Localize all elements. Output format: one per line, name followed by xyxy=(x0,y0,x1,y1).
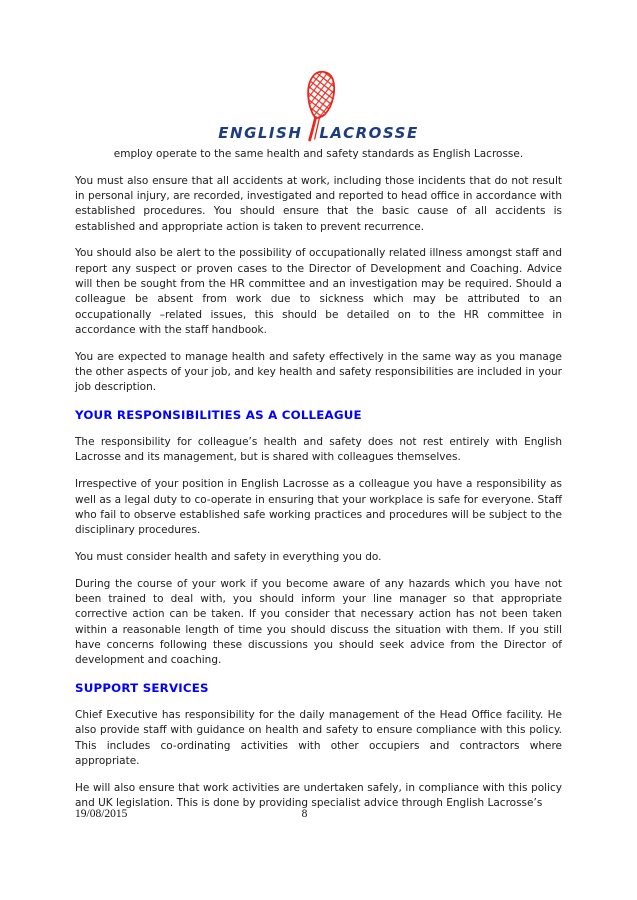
body-paragraph: You should also be alert to the possibility of occupationally related illness amongst staff and report any suspect or proven cases to the Director of Development and Coaching. Advice will then be sought from the HR committee and an investigation may be required. Should a colleague be absent from work due to sickness which may be attributed to an occupationally –related issues, this should be detailed on to the HR committee in accordance with the staff handbook. xyxy=(75,247,562,336)
footer-page-number: 8 xyxy=(301,808,308,820)
body-paragraph: The responsibility for colleague’s health and safety does not rest entirely with English Lacrosse and its management, but is shared with colleagues themselves. xyxy=(75,436,562,464)
continuation-line: employ operate to the same health and safety standards as English Lacrosse. xyxy=(113,148,524,160)
section-heading-responsibilities: YOUR RESPONSIBILITIES AS A COLLEAGUE xyxy=(75,408,362,423)
section-heading-support-services: SUPPORT SERVICES xyxy=(75,681,209,696)
logo-word-lacrosse: LACROSSE xyxy=(319,124,419,142)
english-lacrosse-logo xyxy=(194,70,444,142)
body-paragraph: He will also ensure that work activities are undertaken safely, in compliance with this policy and UK legislation. This is done by providing specialist advice through English Lacrosse’s xyxy=(75,781,562,809)
body-paragraph: During the course of your work if you become aware of any hazards which you have not been trained to deal with, you should inform your line manager so that appropriate corrective action can be taken. If you consider that necessary action has not been taken within a reasonable length of time you should discuss the situation with them. If you still have concerns following these discussions you should seek advice from the Director of development and coaching. xyxy=(75,577,562,667)
body-paragraph: You must consider health and safety in everything you do. xyxy=(75,550,382,563)
logo-word-english: ENGLISH xyxy=(218,124,303,142)
body-paragraph: You are expected to manage health and safety effectively in the same way as you manage the other aspects of your job, and key health and safety responsibilities are included in your job description. xyxy=(75,350,562,394)
body-paragraph: Irrespective of your position in English Lacrosse as a colleague you have a responsibility as well as a legal duty to co-operate in ensuring that your workplace is safe for everyone. Staff who fail to observe established safe working practices and procedures will be subject to the disciplinary procedures. xyxy=(75,478,562,537)
body-paragraph: Chief Executive has responsibility for the daily management of the Head Office facility. He also provide staff with guidance on health and safety to ensure compliance with this policy. This includes co-ordinating activities with other occupiers and contractors where appropriate. xyxy=(75,709,562,767)
page-footer xyxy=(75,808,562,826)
body-paragraph: You must also ensure that all accidents at work, including those incidents that do not result in personal injury, are recorded, investigated and reported to head office in accordance with established procedures. You should ensure that the basic cause of all accidents is established and appropriate action is taken to prevent recurrence. xyxy=(75,174,562,233)
logo-wordmark xyxy=(194,124,444,142)
footer-date: 19/08/2015 xyxy=(75,808,128,820)
document-content xyxy=(75,0,562,823)
